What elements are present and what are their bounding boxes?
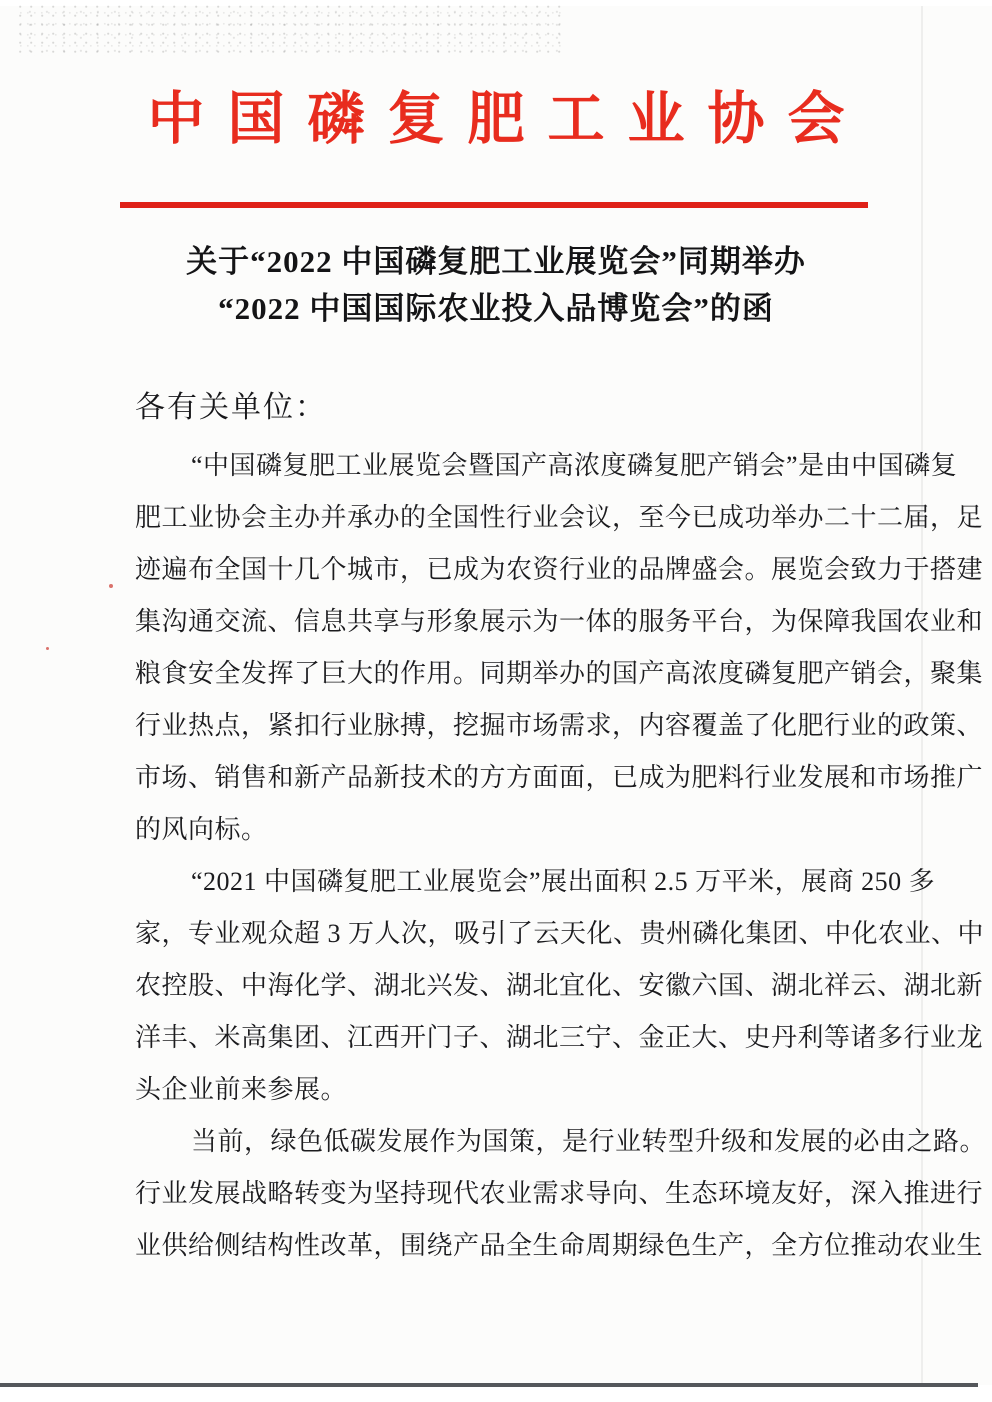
letterhead-org-name: 中国磷复肥工业协会	[147, 88, 868, 151]
scan-red-dot-artifact	[109, 584, 113, 588]
body-line: 业供给侧结构性改革，围绕产品全生命周期绿色生产，全方位推动农业生	[135, 1231, 984, 1260]
scan-noise-artifact	[18, 4, 563, 56]
letterhead-divider-rule	[120, 202, 868, 208]
body-line: “2021 中国磷复肥工业展览会”展出面积 2.5 万平米，展商 250 多	[191, 867, 936, 896]
body-line: 头企业前来参展。	[135, 1075, 348, 1104]
document-title-line-2: “2022 中国国际农业投入品博览会”的函	[218, 291, 774, 326]
body-line: 行业热点，紧扣行业脉搏，挖掘市场需求，内容覆盖了化肥行业的政策、	[135, 711, 984, 740]
body-line: 农控股、中海化学、湖北兴发、湖北宜化、安徽六国、湖北祥云、湖北新	[135, 971, 984, 1000]
body-line: 市场、销售和新产品新技术的方方面面，已成为肥料行业发展和市场推广	[135, 763, 984, 792]
scan-crease-line	[921, 6, 923, 1384]
scan-edge-line	[0, 1383, 978, 1387]
body-line: 集沟通交流、信息共享与形象展示为一体的服务平台，为保障我国农业和	[135, 607, 984, 636]
scan-red-dot-artifact	[46, 647, 49, 650]
body-line: “中国磷复肥工业展览会暨国产高浓度磷复肥产销会”是由中国磷复	[191, 451, 958, 480]
document-title	[96, 238, 896, 332]
document-title-line-1: 关于“2022 中国磷复肥工业展览会”同期举办	[186, 244, 806, 279]
body-line: 粮食安全发挥了巨大的作用。同期举办的国产高浓度磷复肥产销会，聚集	[135, 659, 984, 688]
body-line: 家，专业观众超 3 万人次，吸引了云天化、贵州磷化集团、中化农业、中	[135, 919, 985, 948]
body-line: 肥工业协会主办并承办的全国性行业会议，至今已成功举办二十二届，足	[135, 503, 984, 532]
letter-body	[135, 440, 987, 1272]
body-line: 洋丰、米高集团、江西开门子、湖北三宁、金正大、史丹利等诸多行业龙	[135, 1023, 984, 1052]
body-line: 迹遍布全国十几个城市，已成为农资行业的品牌盛会。展览会致力于搭建	[135, 555, 984, 584]
body-line: 的风向标。	[135, 815, 268, 844]
body-line: 行业发展战略转变为坚持现代农业需求导向、生态环境友好，深入推进行	[135, 1179, 984, 1208]
body-line: 当前，绿色低碳发展作为国策，是行业转型升级和发展的必由之路。	[191, 1127, 987, 1156]
salutation: 各有关单位：	[135, 391, 327, 424]
